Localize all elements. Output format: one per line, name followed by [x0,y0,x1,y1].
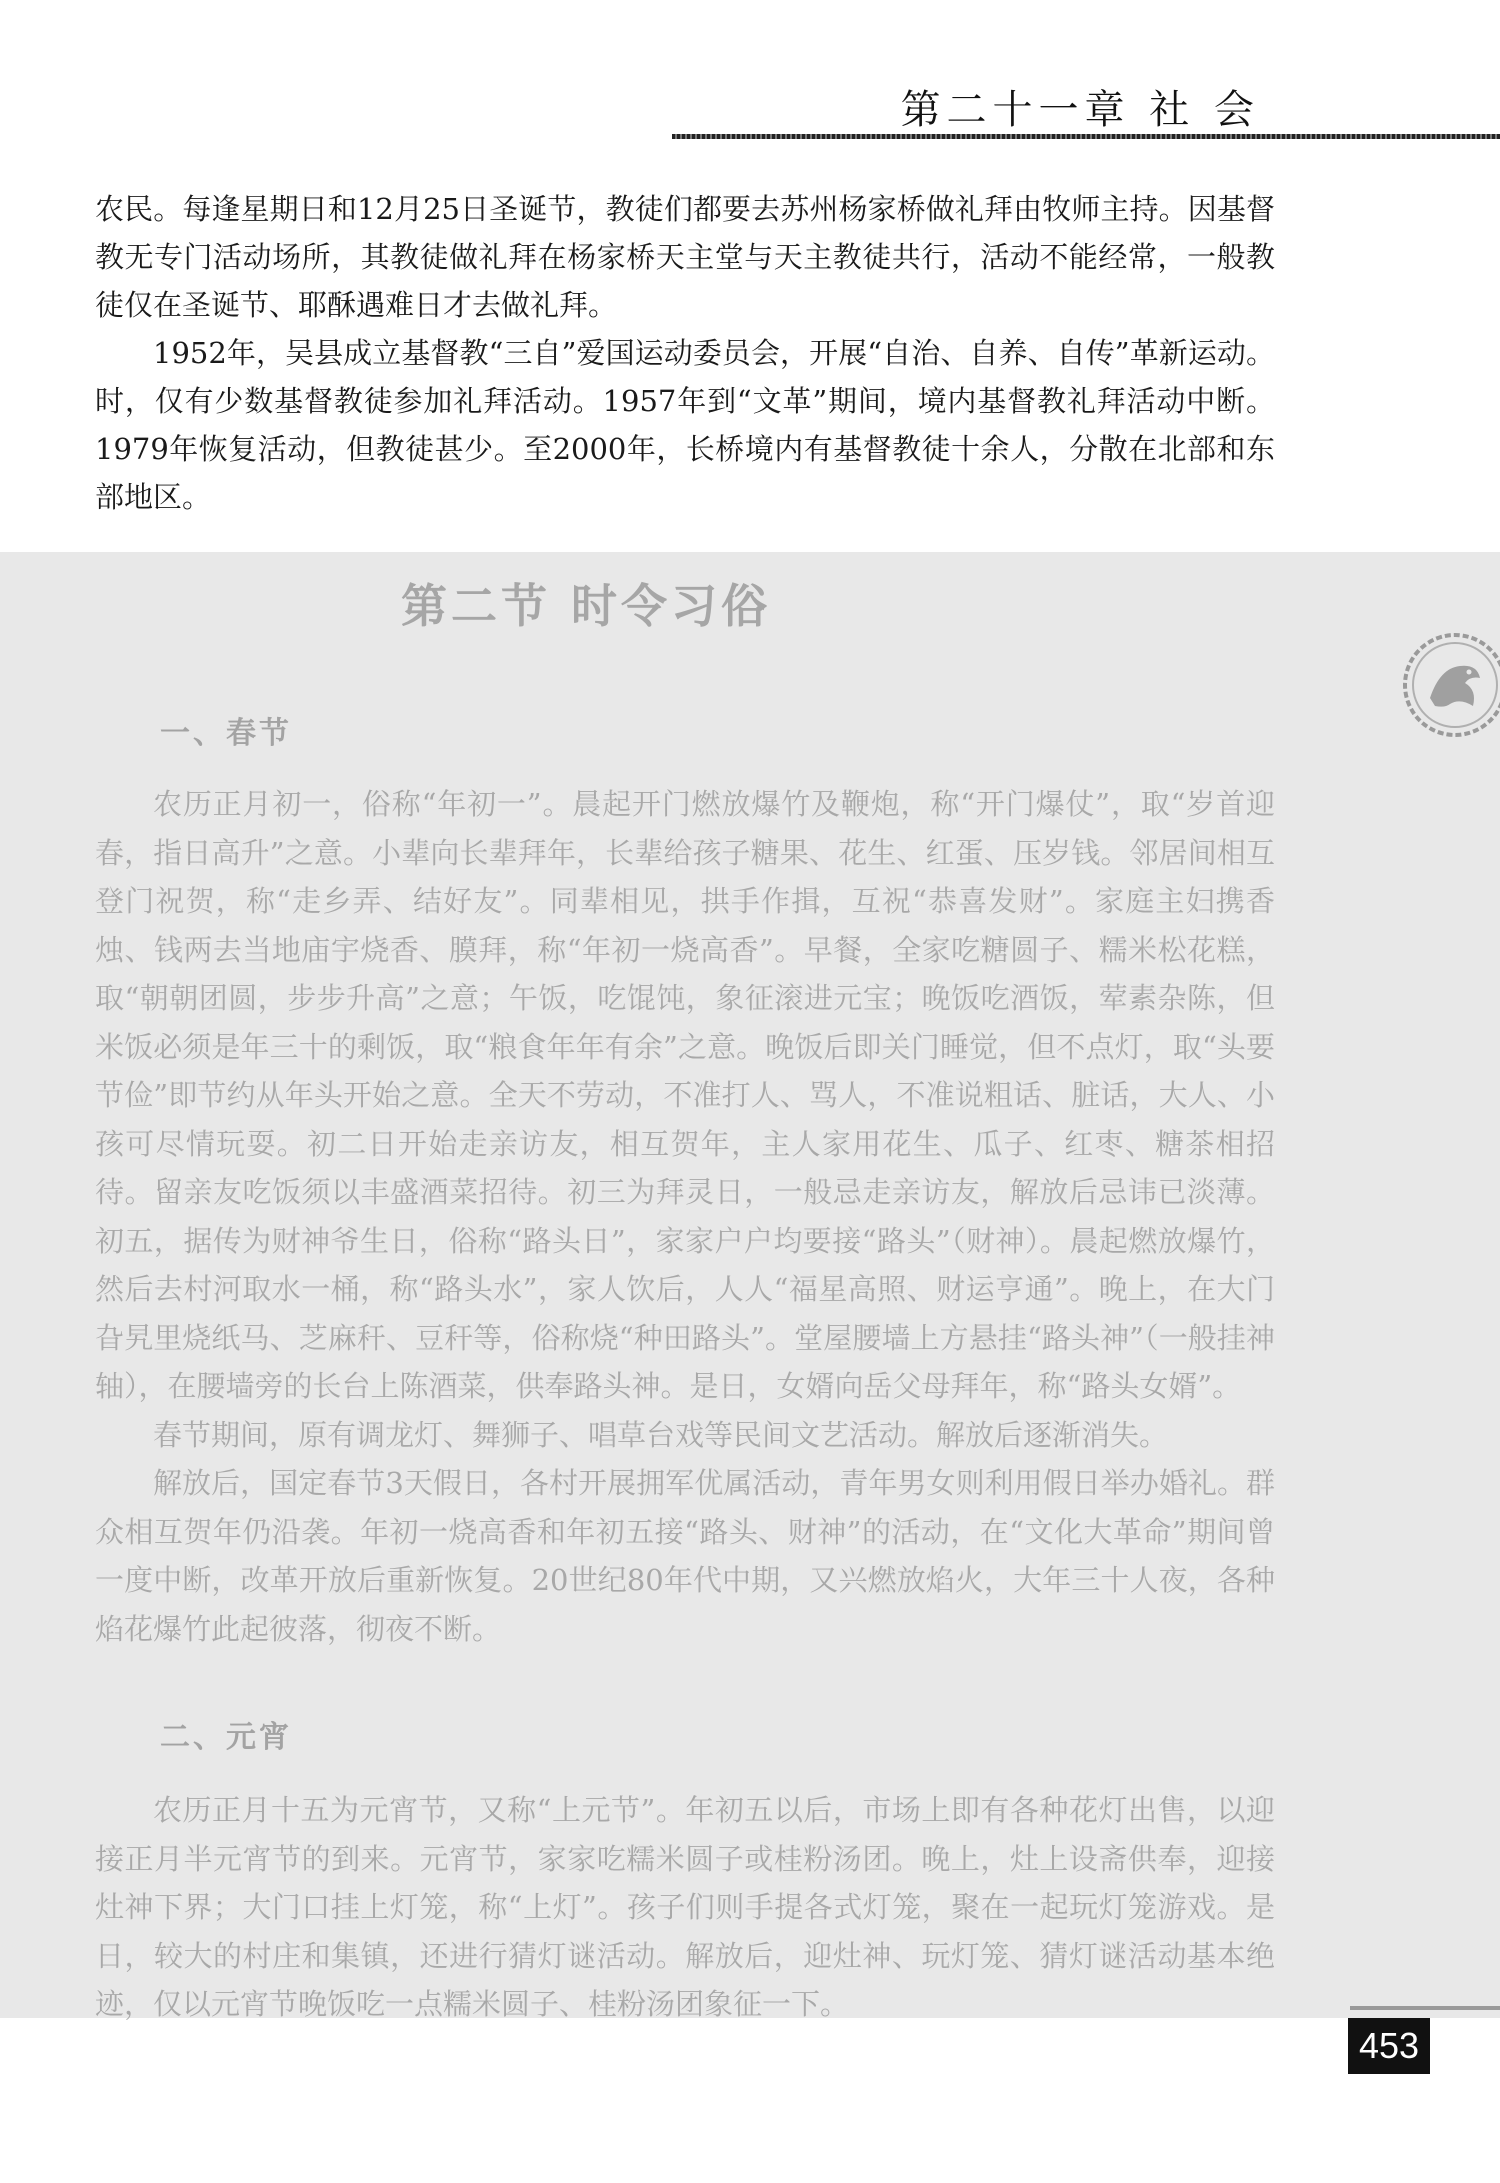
header-rule [672,134,1500,139]
subsection-heading: 一、春节 [160,716,292,751]
subsection-heading: 二、元宵 [160,1720,292,1755]
spring-festival-text [95,780,1275,1653]
paragraph: 1952年，吴县成立基督教“三自”爱国运动委员会，开展“自治、自养、自传”革新运动。时，仅有少数基督教徒参加礼拜活动。1957年到“文革”期间，境内基督教礼拜活动中断。1979年恢复活动，但教徒甚少。至2000年，长桥境内有基督教徒十余人，分散在北部和东部地区。 [95,336,1275,514]
paragraph: 解放后，国定春节3天假日，各村开展拥军优属活动，青年男女则利用假日举办婚礼。群众相互贺年仍沿袭。年初一烧高香和年初五接“路头、财神”的活动，在“文化大革命”期间曾一度中断，改革开放后重新恢复。20世纪80年代中期，又兴燃放焰火，大年三十人夜，各种焰花爆竹此起彼落，彻夜不断。 [95,1466,1275,1646]
section-title: 第二节 时令习俗 [400,579,771,633]
footer-rule [1350,2006,1500,2010]
lantern-festival-text [95,1786,1275,2029]
paragraph: 农民。每逢星期日和12月25日圣诞节，教徒们都要去苏州杨家桥做礼拜由牧师主持。因基督教无专门活动场所，其教徒做礼拜在杨家桥天主堂与天主教徒共行，活动不能经常，一般教徒仅在圣诞节、耶酥遇难日才去做礼拜。 [95,192,1275,322]
top-text [95,185,1275,521]
page-number: 453 [1348,2018,1430,2074]
paragraph: 农历正月初一，俗称“年初一”。晨起开门燃放爆竹及鞭炮，称“开门爆仗”，取“岁首迎春，指日高升”之意。小辈向长辈拜年，长辈给孩子糖果、花生、红蛋、压岁钱。邻居间相互登门祝贺，称“走乡弄、结好友”。同辈相见，拱手作揖，互祝“恭喜发财”。家庭主妇携香烛、钱两去当地庙宇烧香、膜拜，称“年初一烧高香”。早餐，全家吃糖圆子、糯米松花糕，取“朝朝团圆，步步升高”之意；午饭，吃馄饨，象征滚进元宝；晚饭吃酒饭，荤素杂陈，但米饭必须是年三十的剩饭，取“粮食年年有余”之意。晚饭后即关门睡觉，但不点灯，取“头要节俭”即节约从年头开始之意。全天不劳动，不准打人、骂人，不准说粗话、脏话，大人、小孩可尽情玩耍。初二日开始走亲访友，相互贺年，主人家用花生、瓜子、红枣、糖茶相招待。留亲友吃饭须以丰盛酒菜招待。初三为拜灵日，一般忌走亲访友，解放后忌讳已淡薄。初五，据传为财神爷生日，俗称“路头日”，家家户户均要接“路头”（财神）。晨起燃放爆竹，然后去村河取水一桶，称“路头水”，家人饮后，人人“福星高照、财运亨通”。晚上，在大门旮旯里烧纸马、芝麻秆、豆秆等，俗称烧“种田路头”。堂屋腰墙上方悬挂“路头神”（一般挂神轴），在腰墙旁的长台上陈酒菜，供奉路头神。是日，女婿向岳父母拜年，称“路头女婿”。 [95,787,1275,1403]
paragraph: 春节期间，原有调龙灯、舞狮子、唱草台戏等民间文艺活动。解放后逐渐消失。 [153,1417,1169,1452]
running-header: 第二十一章 社 会 [900,87,1260,133]
bird-seal-icon [1385,628,1500,743]
paragraph: 农历正月十五为元宵节，又称“上元节”。年初五以后，市场上即有各种花灯出售，以迎接正月半元宵节的到来。元宵节，家家吃糯米圆子或桂粉汤团。晚上，灶上设斋供奉，迎接灶神下界；大门口挂上灯笼，称“上灯”。孩子们则手提各式灯笼，聚在一起玩灯笼游戏。是日，较大的村庄和集镇，还进行猜灯谜活动。解放后，迎灶神、玩灯笼、猜灯谜活动基本绝迹，仅以元宵节晚饭吃一点糯米圆子、桂粉汤团象征一下。 [95,1793,1275,2021]
